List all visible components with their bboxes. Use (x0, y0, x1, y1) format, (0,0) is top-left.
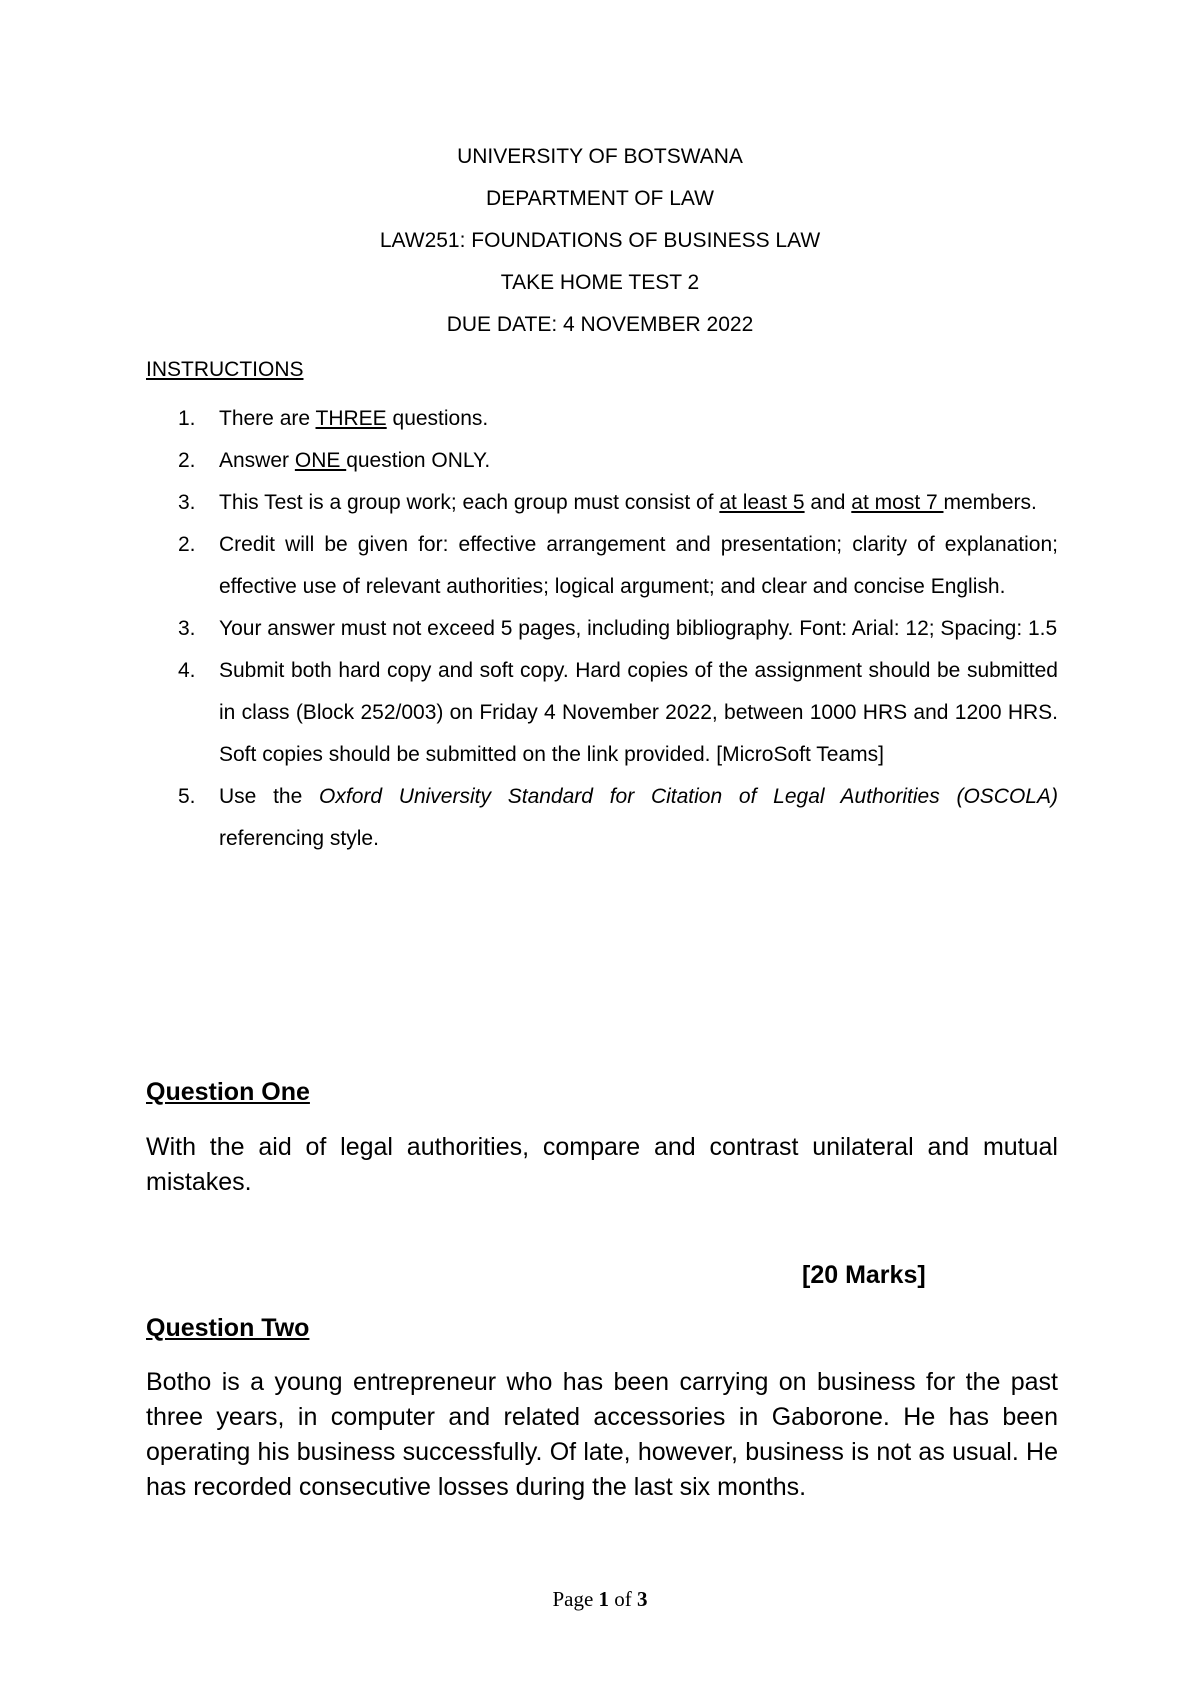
instruction-text: Answer (219, 449, 295, 472)
instruction-emphasis: THREE (315, 407, 387, 430)
document-header (0, 143, 1200, 353)
page-number: 1 (598, 1587, 610, 1611)
instruction-item (146, 440, 1058, 482)
instruction-item (146, 608, 1058, 650)
instruction-text: Use the (219, 785, 320, 808)
question-one-marks: [20 Marks] (802, 1261, 926, 1289)
instruction-item (146, 524, 1058, 608)
instruction-text: Your answer must not exceed 5 pages, including bibliography. Font: Arial: 12; Spacing: 1.5 (219, 617, 1058, 640)
instructions-section (146, 356, 1058, 860)
instruction-text: members. (943, 491, 1037, 514)
instruction-text: Credit will be given for: effective arrangement and presentation; clarity of explanation; effective use of relevant authorities; logical argument; and clear and concise English. (219, 533, 1058, 598)
question-one-body: With the aid of legal authorities, compare and contrast unilateral and mutual mistakes. (146, 1133, 1058, 1196)
instruction-text: questions. (386, 407, 489, 430)
instruction-number: 4. (178, 659, 196, 682)
question-two-body: Botho is a young entrepreneur who has been carrying on business for the past three years, in computer and related accessories in Gaborone. He has been operating his business successfully. Of late, however, business is not as usual. He has recorded consecutive losses during the last six months. (146, 1368, 1058, 1501)
instruction-item (146, 482, 1058, 524)
instruction-number: 3. (178, 491, 196, 514)
question-two-heading: Question Two (146, 1314, 310, 1342)
instruction-number: 2. (178, 533, 196, 556)
department-name: DEPARTMENT OF LAW (486, 187, 714, 210)
question-one-heading: Question One (146, 1078, 310, 1106)
instruction-number: 1. (178, 407, 196, 430)
citation-style-name: Oxford University Standard for Citation of Legal Authorities (OSCOLA) (319, 785, 1058, 808)
instruction-number: 2. (178, 449, 196, 472)
instruction-text: and (804, 491, 852, 514)
instruction-text: referencing style. (219, 827, 379, 850)
page-of-label: of (609, 1587, 638, 1611)
due-date: DUE DATE: 4 NOVEMBER 2022 (446, 313, 754, 336)
page-label: Page (552, 1587, 599, 1611)
instruction-emphasis: at most 7 (851, 491, 944, 514)
instruction-number: 5. (178, 785, 196, 808)
instruction-item (146, 776, 1058, 860)
instruction-emphasis: ONE (294, 449, 347, 472)
page-total: 3 (637, 1587, 648, 1611)
instruction-emphasis: at least 5 (719, 491, 805, 514)
instructions-list (146, 398, 1058, 860)
instruction-text: question ONLY. (346, 449, 491, 472)
instruction-item (146, 398, 1058, 440)
instruction-item (146, 650, 1058, 776)
instruction-text: Submit both hard copy and soft copy. Hard copies of the assignment should be submitted in class (Block 252/003) on Friday 4 November 2022, between 1000 HRS and 1200 HRS. Soft copies should be submitted on the link provided. [MicroSoft Teams] (219, 659, 1058, 766)
instruction-number: 3. (178, 617, 196, 640)
university-name: UNIVERSITY OF BOTSWANA (457, 145, 743, 168)
instruction-text: This Test is a group work; each group must consist of (219, 491, 720, 514)
test-title: TAKE HOME TEST 2 (500, 271, 700, 294)
course-title: LAW251: FOUNDATIONS OF BUSINESS LAW (379, 229, 821, 252)
instructions-title: INSTRUCTIONS (146, 358, 304, 381)
page-footer (0, 1587, 1200, 1612)
instruction-text: There are (219, 407, 316, 430)
